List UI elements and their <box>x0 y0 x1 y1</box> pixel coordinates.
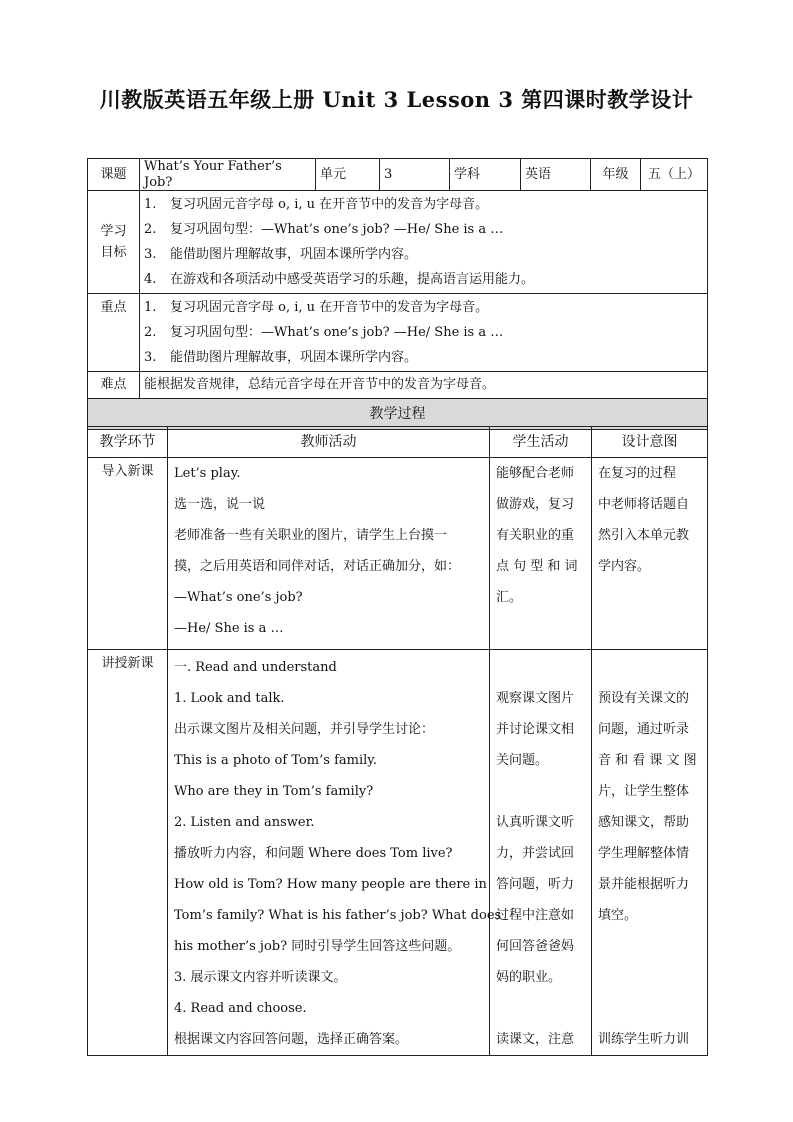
stage-intro: 导入新课 <box>88 458 168 650</box>
teacher-line: —What’s one’s job? <box>174 590 303 605</box>
difficulty-text: 能根据发音规律，总结元音字母在开音节中的发音为字母音。 <box>140 372 708 399</box>
subject-label: 学科 <box>450 159 521 191</box>
subject-value: 英语 <box>521 159 591 191</box>
student-line: 何回答爸爸妈 <box>496 939 575 954</box>
topic-value: What’s Your Father’s Job? <box>140 159 316 191</box>
objective-num: 2. <box>144 222 157 238</box>
teacher-line: Who are they in Tom’s family? <box>174 784 374 799</box>
intent-line: 在复习的过程 <box>598 466 677 481</box>
teacher-line: How old is Tom? How many people are there in <box>174 877 487 892</box>
teacher-line: 2. Listen and answer. <box>174 815 315 830</box>
student-line: 认真听课文听 <box>496 815 575 830</box>
objective-text: 复习巩固句型：—What’s one’s job? —He/ She is a … <box>170 222 504 238</box>
intent-line <box>598 962 701 993</box>
teacher-line: 播放听力内容，和问题 Where does Tom live? <box>174 846 453 861</box>
student-line <box>496 776 585 807</box>
teacher-line: 选一选，说一说 <box>174 497 266 512</box>
student-line: 观察课文图片 <box>496 691 575 706</box>
intent-line: 感知课文，帮助 <box>598 815 690 830</box>
objective-num: 4. <box>144 272 157 288</box>
objectives-label <box>88 191 140 294</box>
header-teacher: 教师活动 <box>168 427 490 458</box>
intent-line: 然引入本单元教 <box>598 528 690 543</box>
objective-text: 复习巩固元音字母 o, i, u 在开音节中的发音为字母音。 <box>170 197 489 213</box>
intent-line <box>598 652 701 683</box>
objective-text: 能借助图片理解故事，巩固本课所学内容。 <box>170 247 418 263</box>
teacher-line: 一. Read and understand <box>174 660 337 675</box>
teacher-line: —He/ She is a … <box>174 621 284 636</box>
teacher-line: 4. Read and choose. <box>174 1001 307 1016</box>
objective-num: 1. <box>144 197 157 213</box>
document-title: 川教版英语五年级上册 Unit 3 Lesson 3 第四课时教学设计 <box>99 87 694 112</box>
student-line: 汇。 <box>496 590 523 605</box>
intent-line: 学生理解整体情 <box>598 846 690 861</box>
teacher-line: his mother’s job? 同时引导学生回答这些问题。 <box>174 939 461 954</box>
objective-num: 3. <box>144 247 157 263</box>
process-band: 教学过程 <box>88 399 708 430</box>
key-point-item <box>144 345 703 370</box>
intent-line: 中老师将话题自 <box>598 497 690 512</box>
teacher-activity-intro <box>168 458 490 650</box>
teacher-activity-new <box>168 650 502 1056</box>
teacher-line: Tom’s family? What is his father’s job? What does <box>174 908 502 923</box>
key-point-text: 能借助图片理解故事，巩固本课所学内容。 <box>170 350 418 366</box>
lesson-info-table <box>87 158 708 430</box>
objective-item <box>144 242 703 267</box>
student-line: 力，并尝试回 <box>496 846 575 861</box>
intent-line <box>598 931 701 962</box>
teacher-line: Let’s play. <box>174 466 241 481</box>
teacher-line: 3. 展示课文内容并听读课文。 <box>174 970 347 985</box>
intent-line: 训练学生听力训 <box>598 1032 690 1047</box>
intent-line: 预设有关课文的 <box>598 691 690 706</box>
design-intent-intro <box>592 458 708 650</box>
key-point-num: 2. <box>144 325 157 341</box>
objectives-label-line1: 学习 <box>100 223 127 239</box>
intent-line: 音 和 看 课 文 图 <box>598 753 697 768</box>
header-student: 学生活动 <box>490 427 592 458</box>
topic-label: 课题 <box>88 159 140 191</box>
key-point-text: 复习巩固句型：—What’s one’s job? —He/ She is a … <box>170 325 504 341</box>
student-line: 读课文，注意 <box>496 1032 575 1047</box>
unit-value: 3 <box>380 159 450 191</box>
stage-new-lesson: 讲授新课 <box>88 650 168 1056</box>
key-point-num: 1. <box>144 300 157 316</box>
student-line: 并讨论课文相 <box>496 722 575 737</box>
teacher-line: 1. Look and talk. <box>174 691 285 706</box>
intent-line: 景并能根据听力 <box>598 877 690 892</box>
student-line: 能够配合老师 <box>496 466 575 481</box>
intent-line: 问题，通过听录 <box>598 722 690 737</box>
student-line <box>496 652 585 683</box>
student-line: 妈的职业。 <box>496 970 562 985</box>
student-line: 点 句 型 和 词 <box>496 559 578 574</box>
student-activity-new <box>490 650 592 1056</box>
student-activity-intro <box>490 458 592 650</box>
teacher-line: 根据课文内容回答问题，选择正确答案。 <box>174 1032 409 1047</box>
key-point-num: 3. <box>144 350 157 366</box>
student-line: 过程中注意如 <box>496 908 575 923</box>
student-line: 关问题。 <box>496 753 549 768</box>
objectives-label-line2: 目标 <box>100 245 127 261</box>
grade-value: 五（上） <box>641 159 708 191</box>
intent-line: 学内容。 <box>598 559 651 574</box>
key-points-list <box>140 294 708 372</box>
design-intent-new <box>592 650 708 1056</box>
header-stage: 教学环节 <box>88 427 168 458</box>
objective-item <box>144 267 703 292</box>
key-point-text: 复习巩固元音字母 o, i, u 在开音节中的发音为字母音。 <box>170 300 489 316</box>
teacher-line: 出示课文图片及相关问题，并引导学生讨论： <box>174 722 435 737</box>
student-line: 答问题，听力 <box>496 877 575 892</box>
unit-label: 单元 <box>316 159 380 191</box>
objectives-list <box>140 191 708 294</box>
key-point-item <box>144 320 703 345</box>
difficulty-label: 难点 <box>88 372 140 399</box>
teacher-line: This is a photo of Tom’s family. <box>174 753 378 768</box>
student-line: 有关职业的重 <box>496 528 575 543</box>
intent-line: 片，让学生整体 <box>598 784 690 799</box>
student-line: 做游戏，复习 <box>496 497 575 512</box>
intent-line <box>598 993 701 1024</box>
header-intent: 设计意图 <box>592 427 708 458</box>
objective-item <box>144 217 703 242</box>
grade-label: 年级 <box>591 159 641 191</box>
intent-line: 填空。 <box>598 908 638 923</box>
key-point-item <box>144 295 703 320</box>
student-line <box>496 993 585 1024</box>
objective-text: 在游戏和各项活动中感受英语学习的乐趣，提高语言运用能力。 <box>170 272 535 288</box>
process-table <box>87 426 708 1056</box>
key-points-label: 重点 <box>88 294 140 372</box>
teacher-line: 老师准备一些有关职业的图片，请学生上台摸一 <box>174 528 448 543</box>
teacher-line: 摸，之后用英语和同伴对话，对话正确加分，如： <box>174 559 461 574</box>
objective-item <box>144 192 703 217</box>
